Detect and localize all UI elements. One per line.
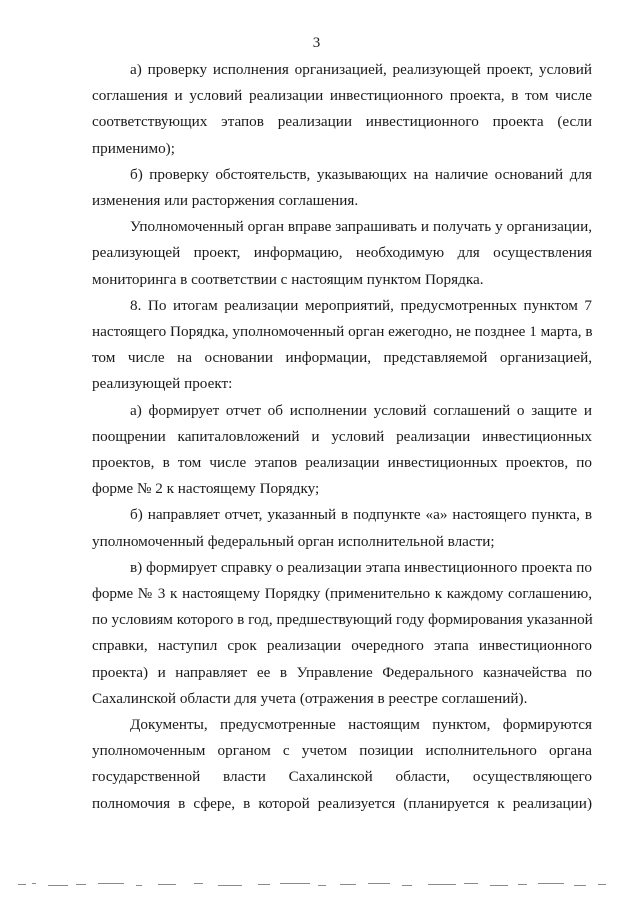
text-line: поощрении капиталовложений и условий реализации инвестиционных	[92, 427, 592, 445]
paragraph-authority-right	[92, 214, 592, 293]
text-line: форме № 3 к настоящему Порядку (применительно к каждому соглашению,	[92, 585, 592, 603]
paragraph-a-check-conditions	[92, 57, 592, 162]
text-line: соглашения и условий реализации инвестиционного проекта, в том числе	[92, 87, 592, 105]
text-line: настоящего Порядка, уполномоченный орган ежегодно, не позднее 1 марта, в	[92, 323, 593, 341]
scan-noise-mark	[18, 884, 26, 885]
scan-noise-mark	[598, 884, 606, 885]
scan-noise-mark	[158, 884, 176, 885]
scan-noise-mark	[464, 883, 478, 884]
paragraph-b-check-circumstances	[92, 162, 592, 214]
scan-noise-mark	[194, 883, 203, 884]
text-line: Документы, предусмотренные настоящим пунктом, формируются	[130, 716, 592, 734]
paragraph-item-8	[92, 293, 592, 398]
text-line: 8. По итогам реализации мероприятий, предусмотренных пунктом 7	[130, 296, 592, 314]
text-line: изменения или расторжения соглашения.	[92, 192, 359, 210]
text-line: уполномоченным органом с учетом позиции исполнительного органа	[92, 742, 592, 760]
page-number: 3	[312, 35, 321, 51]
scan-noise-mark	[490, 885, 508, 886]
paragraph-item-8-b	[92, 502, 592, 554]
scan-noise-mark	[218, 885, 242, 886]
text-line: а) проверку исполнения организацией, реализующей проект, условий	[130, 61, 592, 78]
document-body	[92, 57, 592, 817]
scan-noise-mark	[538, 883, 564, 884]
scan-noise-mark	[280, 883, 310, 884]
text-line: б) проверку обстоятельств, указывающих на наличие оснований для	[130, 165, 592, 183]
scan-noise-mark	[340, 884, 356, 885]
text-line: реализующей проект, информацию, необходимую для осуществления	[92, 244, 592, 262]
scan-noise-mark	[136, 885, 142, 886]
scan-noise-mark	[574, 885, 586, 886]
text-line: том числе на основании информации, представляемой организацией,	[92, 349, 592, 367]
paragraph-item-8-a	[92, 398, 592, 503]
paragraph-documents	[92, 712, 592, 817]
scan-noise-mark	[98, 883, 124, 884]
scan-noise-mark	[428, 884, 456, 885]
text-line: проекта) и направляет ее в Управление Федерального казначейства по	[92, 663, 592, 681]
scan-noise-mark	[32, 883, 36, 884]
scan-noise-mark	[518, 884, 527, 885]
paragraph-item-8-c	[92, 555, 592, 712]
text-line: уполномоченный федеральный орган исполнительной власти;	[92, 532, 495, 550]
text-line: справки, наступил срок реализации очередного этапа инвестиционного	[92, 637, 592, 655]
text-line: проектов, в том числе этапов реализации инвестиционных проектов, по	[92, 454, 592, 472]
scan-noise-mark	[48, 885, 68, 886]
scan-artifact-strip	[18, 878, 618, 892]
text-line: Уполномоченный орган вправе запрашивать и получать у организации,	[130, 218, 592, 236]
text-line: полномочия в сфере, в которой реализуется (планируется к реализации)	[92, 794, 592, 812]
scan-noise-mark	[258, 884, 270, 885]
text-line: применимо);	[92, 139, 175, 157]
scan-noise-mark	[368, 883, 390, 884]
text-line: соответствующих этапов реализации инвестиционного проекта (если	[92, 113, 592, 131]
text-line: реализующей проект:	[92, 375, 233, 393]
text-line: форме № 2 к настоящему Порядку;	[92, 480, 320, 498]
scan-noise-mark	[402, 885, 412, 886]
text-line: а) формирует отчет об исполнении условий соглашений о защите и	[130, 401, 592, 419]
scan-noise-mark	[76, 884, 86, 885]
text-line: государственной власти Сахалинской области, осуществляющего	[92, 768, 592, 786]
text-line: Сахалинской области для учета (отражения в реестре соглашений).	[92, 689, 528, 707]
text-line: б) направляет отчет, указанный в подпункте «а» настоящего пункта, в	[130, 506, 592, 524]
text-line: по условиям которого в год, предшествующий году формирования указанной	[92, 611, 593, 629]
text-line: в) формирует справку о реализации этапа инвестиционного проекта по	[130, 558, 592, 576]
scan-noise-mark	[318, 885, 326, 886]
text-line: мониторинга в соответствии с настоящим пунктом Порядка.	[92, 270, 484, 288]
